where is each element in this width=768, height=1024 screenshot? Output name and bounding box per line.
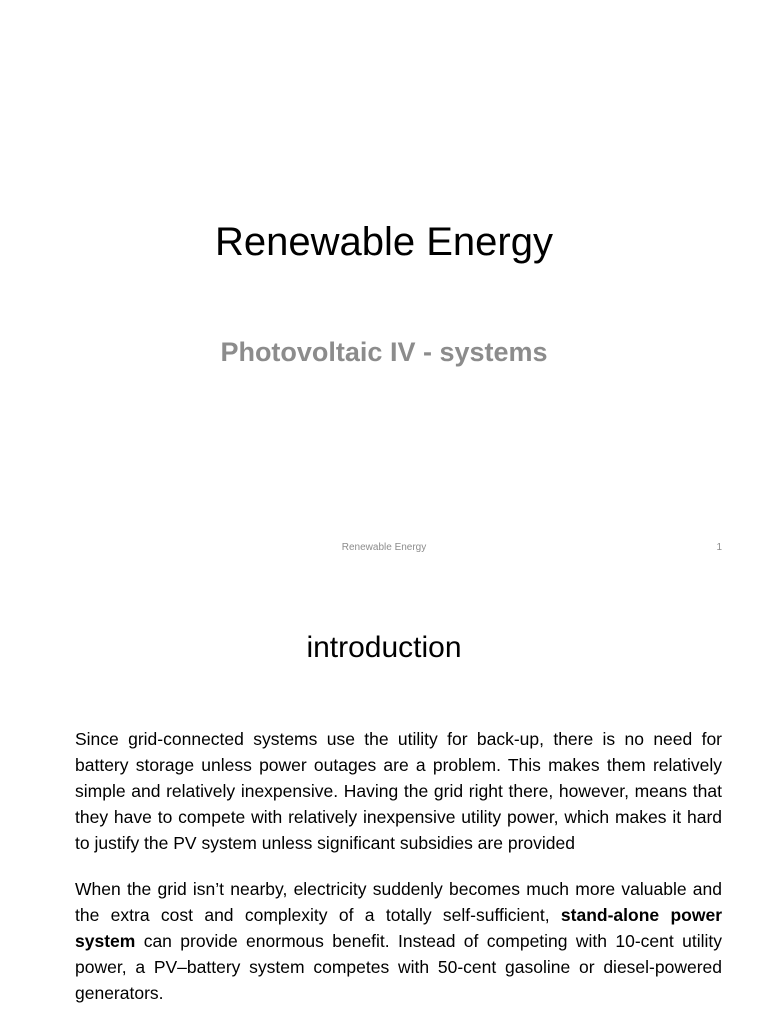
paragraph-text-end: can provide enormous benefit. Instead of competing with 10-cent utility power, a PV–battery system competes with 50-cent gasoline or diesel-powered generators. bbox=[75, 931, 722, 1003]
introduction-slide bbox=[0, 576, 768, 1024]
paragraph-text-start: When the grid isn’t nearby, electricity suddenly becomes much more valuable and the extra cost and complexity of a totally self-sufficient, bbox=[75, 879, 722, 925]
slide-footer: Renewable Energy bbox=[341, 542, 427, 553]
slide-title: Renewable Energy bbox=[215, 220, 553, 264]
paragraph-grid-connected: Since grid-connected systems use the utility for back-up, there is no need for battery storage unless power outages are a problem. This makes them relatively simple and relatively inexpensive. Having the grid right there, however, means that they have to compete with relatively inexpensive utility power, which makes it hard to justify the PV system unless significant subsidies are provided bbox=[75, 729, 722, 853]
slide-subtitle: Photovoltaic IV - systems bbox=[220, 337, 548, 367]
paragraph-stand-alone bbox=[75, 876, 722, 1006]
slide-body bbox=[75, 726, 722, 1024]
bold-term-stand-alone: stand-alone power system bbox=[75, 905, 722, 951]
slide-heading: introduction bbox=[306, 631, 462, 664]
page-number: 1 bbox=[716, 542, 722, 553]
